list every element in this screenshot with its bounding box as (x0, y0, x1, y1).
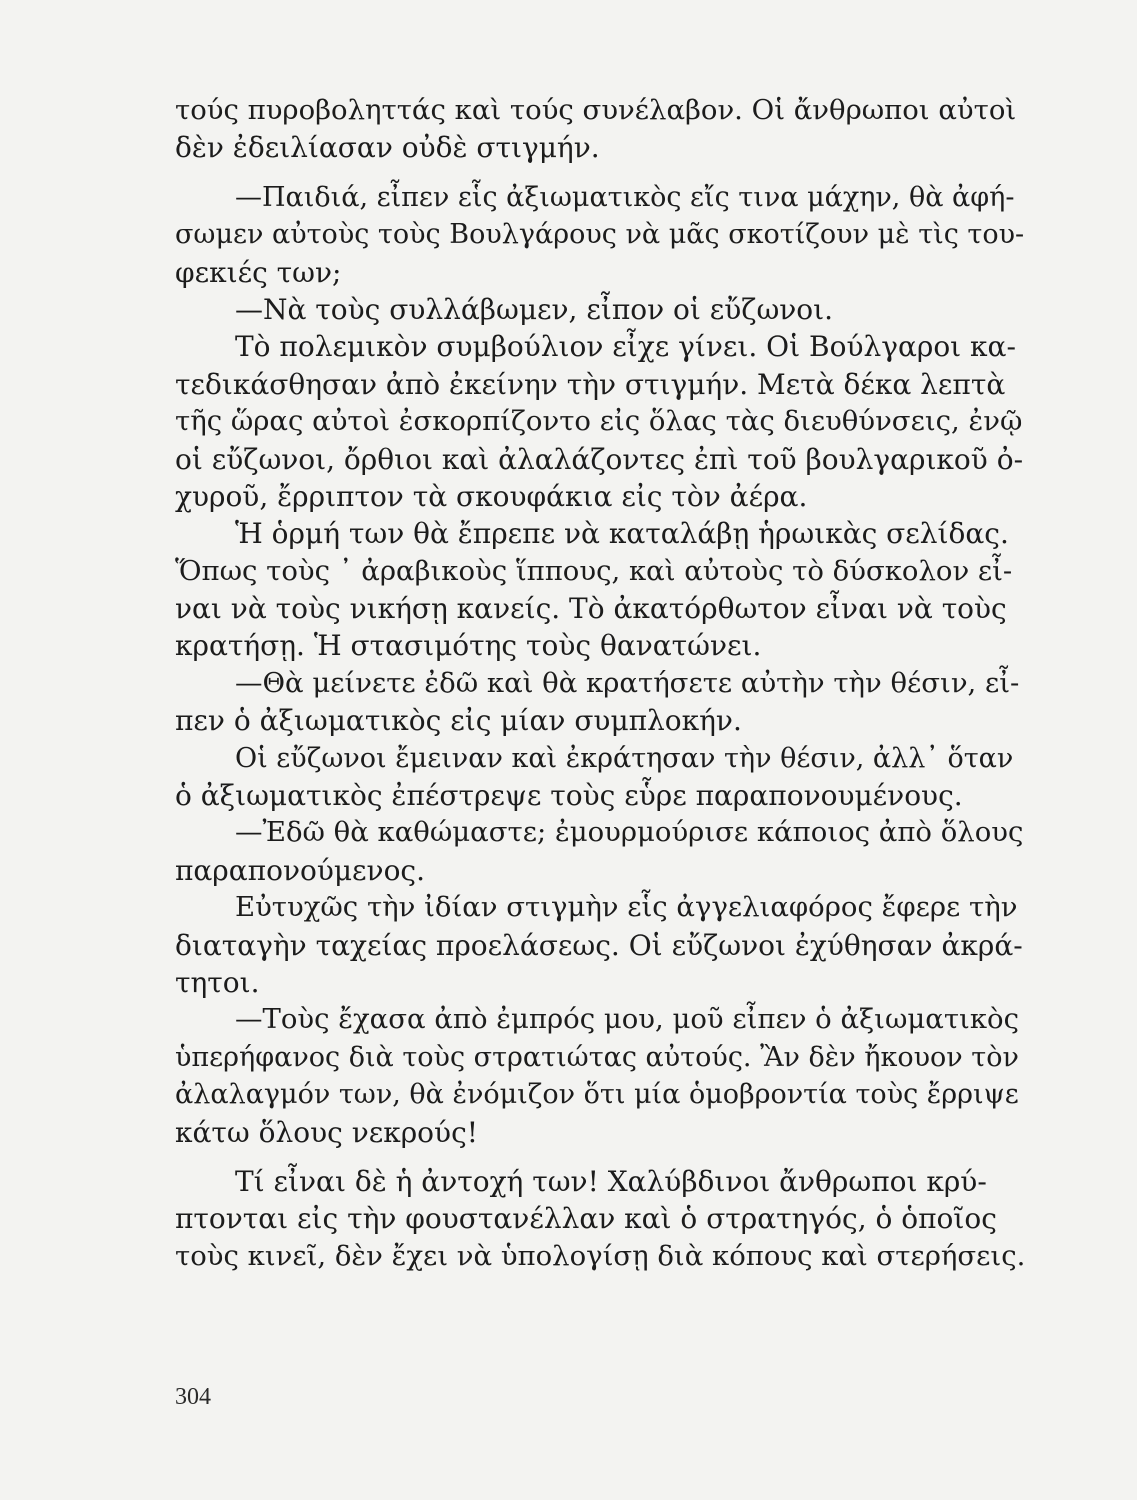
text-line: —Θὰ μείνετε ἐδῶ καὶ θὰ κρατήσετε αὐτὴν τὴν θέσιν, εἶ- (235, 666, 1020, 699)
text-line: Εὐτυχῶς τὴν ἰδίαν στιγμὴν εἷς ἀγγελιαφόρος ἔφερε τὴν (235, 891, 1018, 924)
text-line: Ἡ ὁρμή των θὰ ἔπρεπε νὰ καταλάβῃ ἡρωικὰς σελίδας. (235, 517, 1009, 551)
text-line: τούς πυροβοληττάς καὶ τούς συνέλαβον. Οἱ ἄνθρωποι αὐτοὶ (175, 94, 1017, 126)
page-text (175, 92, 1025, 1275)
text-line: ὑπερήφανος διὰ τοὺς στρατιώτας αὐτούς. Ἂν δὲν ἤκουον τὸν (175, 1041, 1019, 1073)
text-line: παραπονούμενος. (175, 853, 426, 887)
text-line: δὲν ἐδειλίασαν οὐδὲ στιγμήν. (175, 131, 600, 165)
text-line: κρατήσῃ. Ἡ στασιμότης τοὺς θανατώνει. (175, 629, 762, 663)
text-line: κάτω ὅλους νεκρούς! (175, 1115, 478, 1149)
text-line: τῆς ὥρας αὐτοὶ ἐσκορπίζοντο εἰς ὅλας τὰς διευθύνσεις, ἐνῷ (175, 405, 1023, 438)
text-line: χυροῦ, ἔρριπτον τὰ σκουφάκια εἰς τὸν ἀέρα. (175, 479, 808, 513)
text-line: οἱ εὔζωνοι, ὄρθιοι καὶ ἀλαλάζοντες ἐπὶ τοῦ βουλγαρικοῦ ὀ- (175, 442, 1024, 476)
text-line: πτονται εἰς τὴν φουστανέλλαν καὶ ὁ στρατηγός, ὁ ὁποῖος (175, 1202, 997, 1236)
text-line: Ὅπως τοὺς ᾿ ἀραβικοὺς ἵππους, καὶ αὐτοὺς τὸ δύσκολον εἶ- (175, 554, 1013, 587)
text-line: τοὺς κινεῖ, δὲν ἔχει νὰ ὑπολογίσῃ διὰ κόπους καὶ στερήσεις. (175, 1239, 1026, 1272)
text-line: —Τοὺς ἔχασα ἀπὸ ἐμπρός μου, μοῦ εἶπεν ὁ ἀξιωματικὸς (235, 1003, 1019, 1036)
text-line: τητοι. (175, 965, 260, 999)
text-line: σωμεν αὐτοὺς τοὺς Βουλγάρους νὰ μᾶς σκοτίζουν μὲ τὶς του- (175, 219, 1025, 251)
text-line: διαταγὴν ταχείας προελάσεως. Οἱ εὔζωνοι ἐχύθησαν ἀκρά- (175, 928, 1023, 962)
text-line: πεν ὁ ἀξιωματικὸς εἰς μίαν συμπλοκήν. (175, 704, 742, 738)
text-line: —Νὰ τοὺς συλλάβωμεν, εἶπον οἱ εὔζωνοι. (235, 292, 834, 326)
text-line: Οἱ εὔζωνοι ἔμειναν καὶ ἐκράτησαν τὴν θέσιν, ἀλλ᾿ ὅταν (235, 742, 1014, 774)
text-line: Τί εἶναι δὲ ἡ ἀντοχή των! Χαλύβδινοι ἄνθρωποι κρύ- (235, 1164, 987, 1198)
page-number: 304 (175, 1384, 211, 1410)
text-line: ναι νὰ τοὺς νικήσῃ κανείς. Τὸ ἀκατόρθωτον εἶναι νὰ τοὺς (175, 592, 1007, 626)
text-line: φεκιές των; (175, 255, 342, 289)
text-line: ἀλαλαγμόν των, θὰ ἐνόμιζον ὅτι μία ὁμοβροντία τοὺς ἔρριψε (175, 1079, 1019, 1111)
text-line: —Παιδιά, εἶπεν εἷς ἀξιωματικὸς εἴς τινα μάχην, θὰ ἀφή- (235, 181, 1015, 213)
text-line: τεδικάσθησαν ἀπὸ ἐκείνην τὴν στιγμήν. Μετὰ δέκα λεπτὰ (175, 367, 1006, 401)
text-line: Τὸ πολεμικὸν συμβούλιον εἶχε γίνει. Οἱ Βούλγαροι κα- (235, 330, 1016, 364)
text-line: ὁ ἀξιωματικὸς ἐπέστρεψε τοὺς εὗρε παραπονουμένους. (175, 779, 963, 813)
text-line: —Ἐδῶ θὰ καθώμαστε; ἐμουρμούρισε κάποιος ἀπὸ ὅλους (235, 816, 1024, 849)
